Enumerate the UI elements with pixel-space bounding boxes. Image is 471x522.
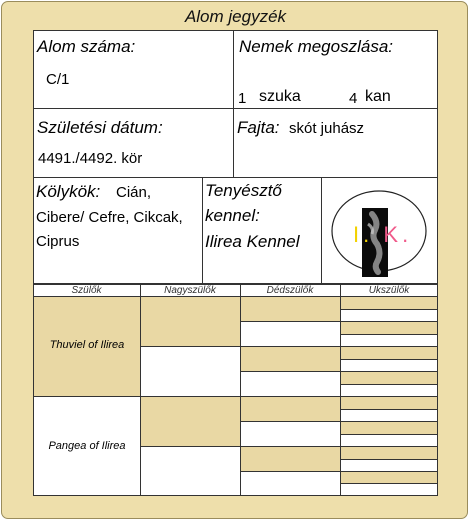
header-divider (240, 284, 241, 296)
breed-value: skót juhász (289, 120, 365, 137)
pedigree-great-grandparent (240, 371, 341, 397)
parent-1-name: Thuviel of Ilirea (49, 339, 125, 351)
header-parents: Szülők (71, 285, 102, 296)
puppies-box (33, 177, 203, 284)
breed-label: Fajta: (237, 118, 280, 137)
litter-number-box (33, 30, 234, 109)
pedigree-great-great-grandparent (340, 321, 438, 335)
logo-box (321, 177, 438, 284)
document-title: Alom jegyzék (184, 7, 287, 26)
males-count: 4 (349, 90, 358, 107)
header-divider (340, 284, 341, 296)
header-divider (140, 284, 141, 296)
pedigree-grandparent (140, 296, 241, 347)
males-word: kan (365, 88, 391, 105)
pedigree-great-grandparent (240, 296, 341, 322)
header-great-grandparents: Dédszülők (266, 285, 314, 296)
header-grandparents: Nagyszülők (164, 285, 216, 296)
pedigree-great-grandparent (240, 446, 341, 472)
logo-letter: . (402, 222, 413, 247)
parent-2-name: Pangea of Ilirea (48, 440, 126, 452)
pedigree-great-great-grandparent (340, 421, 438, 435)
breeder-box (202, 177, 322, 284)
logo-letter (373, 222, 383, 247)
logo-letters (353, 222, 412, 248)
litter-number-label: Alom száma: (37, 37, 136, 56)
breed-box (233, 108, 438, 178)
puppies-line2: Cibere/ Cefre, Cikcak, (36, 209, 183, 226)
sex-split-label: Nemek megoszlása: (239, 37, 394, 56)
females-count: 1 (238, 90, 247, 107)
puppies-line3: Ciprus (36, 233, 80, 250)
pedigree-great-grandparent (240, 321, 341, 347)
puppies-line1: Cián, (116, 184, 152, 201)
litter-number-value: C/1 (46, 71, 70, 88)
logo-letter: K (383, 222, 403, 247)
logo-letter: I (353, 222, 364, 247)
logo-letter: . (363, 222, 374, 247)
breeder-label-line2: kennel: (205, 206, 260, 225)
birth-date-value: 4491./4492. kör (38, 150, 143, 167)
pedigree-grandparent (140, 446, 241, 496)
birth-date-label: Születési dátum: (37, 118, 163, 137)
pedigree-grandparent (140, 346, 241, 397)
pedigree-great-grandparent (240, 396, 341, 422)
pedigree-great-great-grandparent (340, 396, 438, 410)
breeder-label-line1: Tenyésztő (205, 181, 282, 200)
pedigree-great-grandparent (240, 471, 341, 496)
header-great-great-grandparents: Ukszülők (368, 285, 410, 296)
pedigree-great-grandparent (240, 346, 341, 372)
pedigree-great-great-grandparent (340, 446, 438, 460)
breeder-name: Ilirea Kennel (205, 232, 300, 251)
pedigree-great-great-grandparent (340, 483, 438, 496)
pedigree-great-grandparent (240, 421, 341, 447)
females-word: szuka (259, 88, 301, 105)
pedigree-great-great-grandparent (340, 371, 438, 385)
birth-date-box (33, 108, 234, 178)
pedigree-great-great-grandparent (340, 346, 438, 360)
pedigree-grandparent (140, 396, 241, 447)
pedigree-great-great-grandparent (340, 296, 438, 310)
sex-split-box (233, 30, 438, 109)
puppies-label: Kölykök: (36, 182, 101, 201)
